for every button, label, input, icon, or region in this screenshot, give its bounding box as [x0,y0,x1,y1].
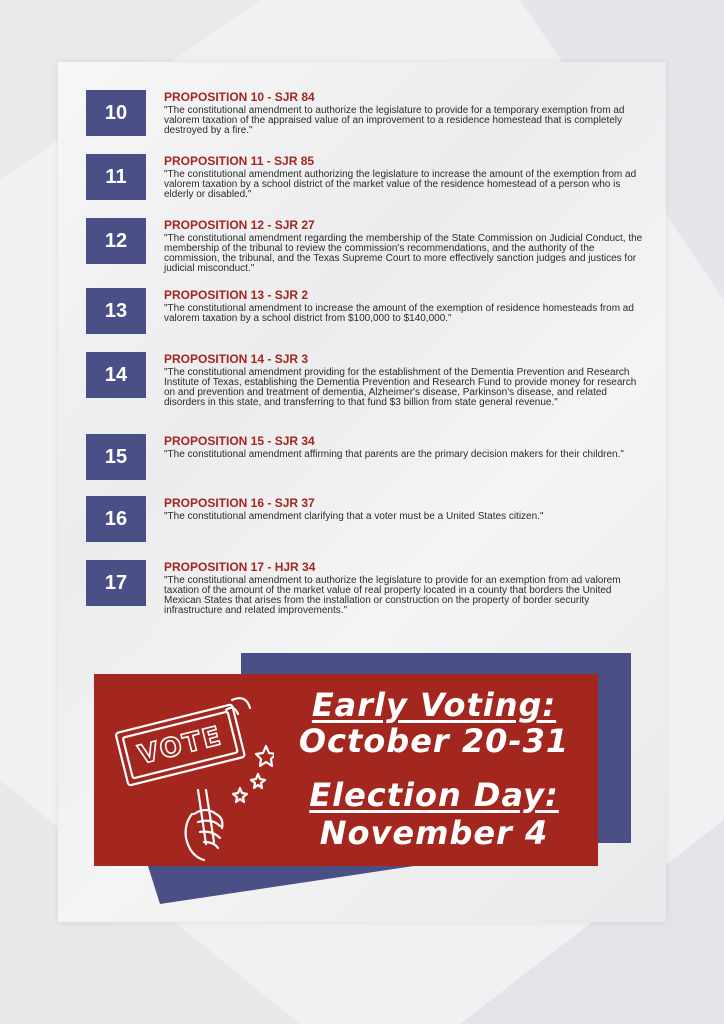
election-day-label: Election Day: [309,776,559,814]
proposition-text: "The constitutional amendment affirming that parents are the primary decision makers for their children." [164,449,624,460]
proposition-number: 17 [86,560,146,606]
proposition-number: 11 [86,154,146,200]
proposition-text: "The constitutional amendment authorizing the legislature to increase the amount of the exemption from ad valorem taxation by a school district of the market value of the residence homestead of a person who is elderly or disabled." [164,169,637,200]
proposition-text: "The constitutional amendment to increase the amount of the exemption of residence homesteads from ad valorem taxation by a school district from $100,000 to $140,000." [164,303,634,324]
early-voting-label: Early Voting: [311,686,557,724]
voting-banner [94,674,598,866]
proposition-number: 14 [86,352,146,398]
proposition-title: PROPOSITION 15 - SJR 34 [164,434,315,448]
proposition-number: 13 [86,288,146,334]
proposition-number: 10 [86,90,146,136]
vote-sign-text: VOTE [135,721,226,771]
proposition-title: PROPOSITION 10 - SJR 84 [164,90,315,104]
proposition-text: "The constitutional amendment clarifying that a voter must be a United States citizen." [164,511,544,522]
proposition-text: "The constitutional amendment regarding the membership of the State Commission on Judicial Conduct, the membership of the tribunal to review the commission's recommendations, and the authority of the commission, the tribunal, and the Texas Supreme Court to more effectively sanction judges and justices for judicial misconduct." [164,233,643,274]
proposition-number: 15 [86,434,146,480]
proposition-title: PROPOSITION 17 - HJR 34 [164,560,316,574]
early-voting-dates: October 20-31 [298,722,570,760]
proposition-title: PROPOSITION 12 - SJR 27 [164,218,315,232]
vote-sign-icon [94,674,274,866]
election-day-date: November 4 [319,814,549,852]
proposition-text: "The constitutional amendment to authorize the legislature to provide for an exemption from ad valorem taxation of the amount of the market value of real property located in a county that borders the United Mexican States that arises from the installation or construction on the property of border security infrastructure and related improvements." [164,575,621,616]
proposition-text: "The constitutional amendment to authorize the legislature to provide for a temporary exemption from ad valorem taxation of the appraised value of an improvement to a residence homestead that is completely destroyed by a fire." [164,105,625,136]
proposition-number: 16 [86,496,146,542]
proposition-title: PROPOSITION 16 - SJR 37 [164,496,315,510]
proposition-title: PROPOSITION 14 - SJR 3 [164,352,309,366]
proposition-title: PROPOSITION 13 - SJR 2 [164,288,309,302]
proposition-text: "The constitutional amendment providing for the establishment of the Dementia Prevention and Research Institute of Texas, establishing the Dementia Prevention and Research Fund to provide money for research on and prevention and treatment of dementia, Alzheimer's disease, Parkinson's disease, and related disorders in this state, and transferring to that fund $3 billion from state general revenue." [164,367,637,408]
proposition-number: 12 [86,218,146,264]
proposition-title: PROPOSITION 11 - SJR 85 [164,154,315,168]
